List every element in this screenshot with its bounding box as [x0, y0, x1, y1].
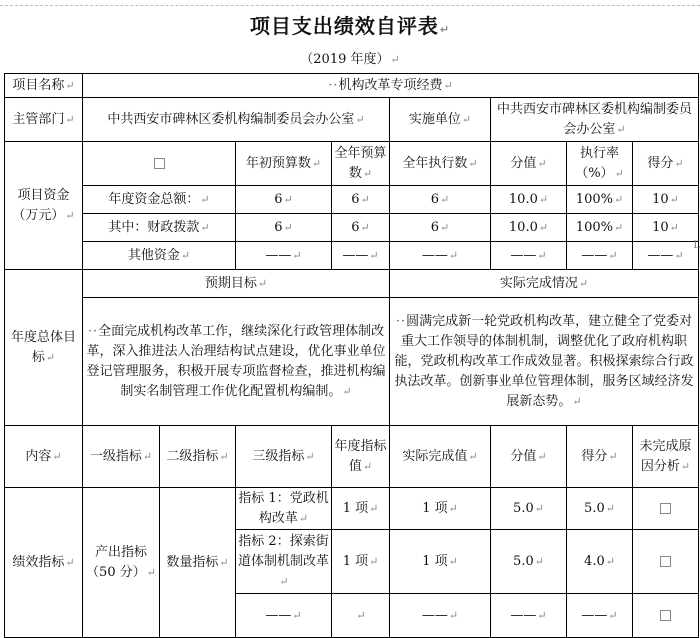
- indicator-reason: [633, 594, 699, 638]
- placeholder-box-icon: [154, 158, 165, 169]
- funds-cell: 10↵: [633, 186, 699, 214]
- indicator-actual: 1 项↵: [390, 530, 491, 594]
- goals-header-row: [5, 270, 699, 298]
- funds-label: 项目资金（万元）↵: [5, 142, 83, 270]
- empty-box-icon: [660, 556, 671, 567]
- funds-header-2: 全年预算数↵: [332, 142, 390, 186]
- funds-row: [5, 186, 699, 214]
- ind-header-actual: 实际完成值↵: [390, 426, 491, 488]
- funds-cell: 6↵: [236, 186, 332, 214]
- indicator-content-label: 绩效指标↵: [5, 488, 83, 638]
- funds-cell: ——↵: [491, 242, 567, 270]
- ind-header-level3: 三级指标↵: [236, 426, 332, 488]
- indicator-row: [5, 488, 699, 530]
- indicator-actual: 1 项↵: [390, 488, 491, 530]
- page-edge-mark: L: [693, 240, 700, 251]
- ind-header-level1: 一级指标↵: [83, 426, 160, 488]
- dept-row: [5, 98, 699, 142]
- funds-header-3: 全年执行数↵: [390, 142, 491, 186]
- funds-header-4: 分值↵: [491, 142, 567, 186]
- funds-row: [5, 214, 699, 242]
- indicator-score-value: 5.0↵: [491, 530, 567, 594]
- indicator-level1: 产出指标（50 分）↵: [83, 488, 160, 638]
- goals-label: 年度总体目标↵: [5, 270, 83, 426]
- indicator-score-value: ——↵: [491, 594, 567, 638]
- funds-header-1: 年初预算数↵: [236, 142, 332, 186]
- funds-cell: ——↵: [332, 242, 390, 270]
- evaluation-table: [4, 73, 699, 638]
- top-divider: [0, 5, 700, 6]
- funds-row-label: 其中：财政拨款↵: [83, 214, 236, 242]
- indicator-level2: 数量指标↵: [160, 488, 236, 638]
- funds-cell: 6↵: [332, 186, 390, 214]
- expected-goal-text: ··全面完成机构改革工作，继续深化行政管理体制改革，深入推进法人治理结构试点建设，优化事业单位登记管理服务，积极开展专项监督检查，推进机构编制实名制管理工作优化配置机构编制。↵: [83, 298, 390, 426]
- expected-goal-label: 预期目标↵: [83, 270, 390, 298]
- indicator-name: 指标 2：探索街道体制机制改革↵: [236, 530, 332, 594]
- funds-row-label: 年度资金总额：↵: [83, 186, 236, 214]
- indicator-reason: [633, 530, 699, 594]
- ind-header-content: 内容↵: [5, 426, 83, 488]
- indicator-score: 5.0↵: [567, 488, 633, 530]
- funds-cell: 100%↵: [567, 186, 633, 214]
- actual-result-text: ··圆满完成新一轮党政机构改革，建立健全了党委对重大工作领导的体制机制，调整优化了政府机构职能，党政机构改革工作成效显著。积极探索综合行政执法改革。创新事业单位管理体制，服务区域经济发展新态势。↵: [390, 298, 699, 426]
- funds-cell: 6↵: [332, 214, 390, 242]
- funds-cell: ——↵: [236, 242, 332, 270]
- ind-header-target: 年度指标值↵: [332, 426, 390, 488]
- funds-empty-cell: [83, 142, 236, 186]
- empty-box-icon: [660, 503, 671, 514]
- funds-cell: 6↵: [390, 186, 491, 214]
- year-label: （2019 年度）↵: [300, 52, 400, 67]
- funds-row-label: 其他资金↵: [83, 242, 236, 270]
- impl-unit-label: 实施单位↵: [390, 98, 491, 142]
- indicator-score-value: 5.0↵: [491, 488, 567, 530]
- indicator-reason: [633, 488, 699, 530]
- dept-label: 主管部门↵: [5, 98, 83, 142]
- indicator-target: 1 项↵: [332, 488, 390, 530]
- indicator-score: 4.0↵: [567, 530, 633, 594]
- empty-box-icon: [660, 610, 671, 621]
- indicator-target: ↵: [332, 594, 390, 638]
- funds-header-6: 得分↵: [633, 142, 699, 186]
- dept-value: 中共西安市碑林区委机构编制委员会办公室↵: [83, 98, 390, 142]
- funds-cell: 10.0↵: [491, 214, 567, 242]
- funds-cell: 100%↵: [567, 214, 633, 242]
- indicator-score: ——↵: [567, 594, 633, 638]
- indicator-name: 指标 1：党政机构改革↵: [236, 488, 332, 530]
- actual-result-label: 实际完成情况↵: [390, 270, 699, 298]
- ind-header-level2: 二级指标↵: [160, 426, 236, 488]
- funds-cell: ——↵: [390, 242, 491, 270]
- indicator-name: ——↵: [236, 594, 332, 638]
- funds-cell: 6↵: [236, 214, 332, 242]
- page-title: 项目支出绩效自评表↵: [249, 14, 451, 38]
- funds-row: [5, 242, 699, 270]
- funds-cell: 6↵: [390, 214, 491, 242]
- impl-unit-value: 中共西安市碑林区委机构编制委员会办公室↵: [491, 98, 699, 142]
- funds-header-row: [5, 142, 699, 186]
- ind-header-reason: 未完成原因分析↵: [633, 426, 699, 488]
- indicators-header-row: [5, 426, 699, 488]
- funds-cell: ——↵: [633, 242, 699, 270]
- project-name-label: 项目名称↵: [5, 74, 83, 98]
- indicator-actual: ——↵: [390, 594, 491, 638]
- indicator-target: 1 项↵: [332, 530, 390, 594]
- project-name-row: [5, 74, 699, 98]
- ind-header-score-value: 分值↵: [491, 426, 567, 488]
- funds-cell: 10.0↵: [491, 186, 567, 214]
- project-name-value: ··机构改革专项经费↵: [83, 74, 699, 98]
- ind-header-score: 得分↵: [567, 426, 633, 488]
- funds-cell: ——↵: [567, 242, 633, 270]
- funds-header-5: 执行率（%）↵: [567, 142, 633, 186]
- funds-cell: 10↵: [633, 214, 699, 242]
- goals-text-row: [5, 298, 699, 426]
